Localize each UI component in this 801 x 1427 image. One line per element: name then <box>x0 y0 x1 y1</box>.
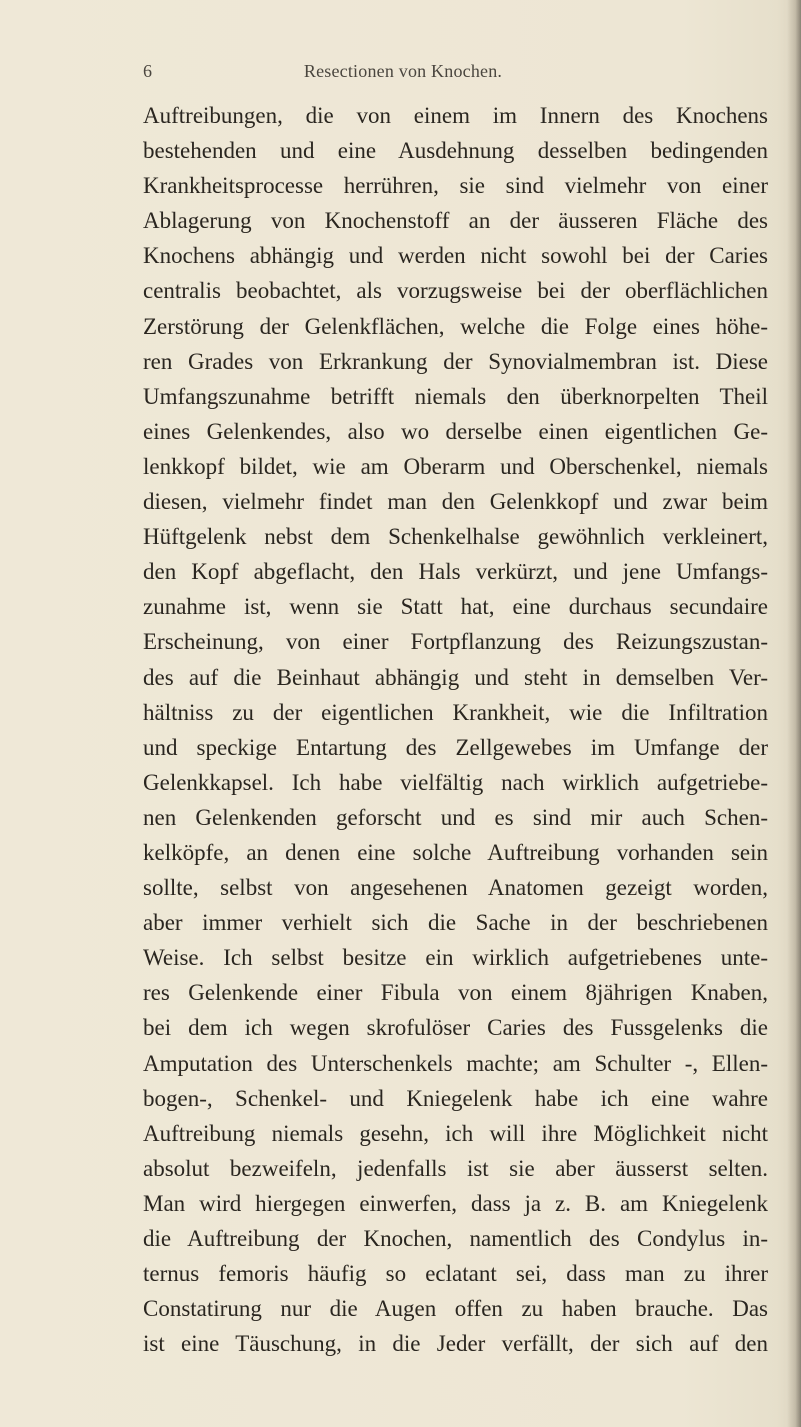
text-line: Auftreibungen, die von einem im Innern des Knochens <box>143 103 768 128</box>
text-line: bestehenden und eine Ausdehnung desselben bedingenden <box>143 138 768 164</box>
text-line: und speckige Entartung des Zellgewebes im Umfange der <box>143 734 768 760</box>
text-line: centralis beobachtet, als vorzugsweise bei der oberflächlichen <box>143 278 768 304</box>
text-line: Knochens abhängig und werden nicht sowohl bei der Caries <box>143 243 768 269</box>
text-line: den Kopf abgeflacht, den Hals verkürzt, und jene Umfangs- <box>143 559 768 585</box>
text-line: Weise. Ich selbst besitze ein wirklich aufgetriebenes unte- <box>143 945 768 971</box>
text-line: bogen-, Schenkel- und Kniegelenk habe ich eine wahre <box>143 1085 768 1111</box>
text-line: Erscheinung, von einer Fortpflanzung des Reizungszustan- <box>143 629 768 655</box>
text-line: bei dem ich wegen skrofulöser Caries des Fussgelenks die <box>143 1015 768 1041</box>
text-line: kelköpfe, an denen eine solche Auftreibung vorhanden sein <box>143 839 768 865</box>
text-line: die Auftreibung der Knochen, namentlich des Condylus in- <box>143 1226 768 1251</box>
text-line: hältniss zu der eigentlichen Krankheit, wie die Infiltration <box>143 699 768 725</box>
page-edge-shadow <box>787 0 801 1427</box>
text-line: eines Gelenkendes, also wo derselbe einen eigentlichen Ge- <box>143 418 768 444</box>
text-line: diesen, vielmehr findet man den Gelenkkopf und zwar beim <box>143 489 768 515</box>
text-line: aber immer verhielt sich die Sache in der beschriebenen <box>143 910 768 936</box>
text-line: Hüftgelenk nebst dem Schenkelhalse gewöhnlich verkleinert, <box>143 524 768 550</box>
text-line: Amputation des Unterschenkels machte; am Schulter -, Ellen- <box>143 1050 768 1076</box>
text-line: des auf die Beinhaut abhängig und steht in demselben Ver- <box>143 664 768 690</box>
text-line: Auftreibung niemals gesehn, ich will ihre Möglichkeit nicht <box>143 1120 768 1146</box>
text-line: Krankheitsprocesse herrühren, sie sind vielmehr von einer <box>143 173 768 199</box>
text-line: lenkkopf bildet, wie am Oberarm und Oberschenkel, niemals <box>143 453 768 479</box>
text-line: Constatirung nur die Augen offen zu haben brauche. Das <box>143 1296 768 1322</box>
text-line: sollte, selbst von angesehenen Anatomen gezeigt worden, <box>143 875 768 901</box>
text-line: ren Grades von Erkrankung der Synovialmembran ist. Diese <box>143 348 768 374</box>
text-line: Umfangszunahme betrifft niemals den überknorpelten Theil <box>143 383 768 409</box>
text-line: nen Gelenkenden geforscht und es sind mir auch Schen- <box>143 804 768 830</box>
page-number: 6 <box>143 61 152 81</box>
text-line: res Gelenkende einer Fibula von einem 8jährigen Knaben, <box>143 980 768 1006</box>
text-line: Man wird hiergegen einwerfen, dass ja z. B. am Kniegelenk <box>143 1190 768 1216</box>
body-text <box>143 98 768 1361</box>
text-line: absolut bezweifeln, jedenfalls ist sie aber äusserst selten. <box>143 1155 768 1181</box>
running-head: Resectionen von Knochen. <box>303 61 503 81</box>
page-header <box>143 61 663 85</box>
text-line: Gelenkkapsel. Ich habe vielfältig nach wirklich aufgetriebe- <box>143 769 768 795</box>
text-line: ternus femoris häufig so eclatant sei, dass man zu ihrer <box>143 1261 768 1287</box>
text-line: ist eine Täuschung, in die Jeder verfällt, der sich auf den <box>143 1331 768 1357</box>
text-line: zunahme ist, wenn sie Statt hat, eine durchaus secundaire <box>143 594 768 620</box>
text-line: Ablagerung von Knochenstoff an der äusseren Fläche des <box>143 208 768 234</box>
text-line: Zerstörung der Gelenkflächen, welche die Folge eines höhe- <box>143 313 768 339</box>
